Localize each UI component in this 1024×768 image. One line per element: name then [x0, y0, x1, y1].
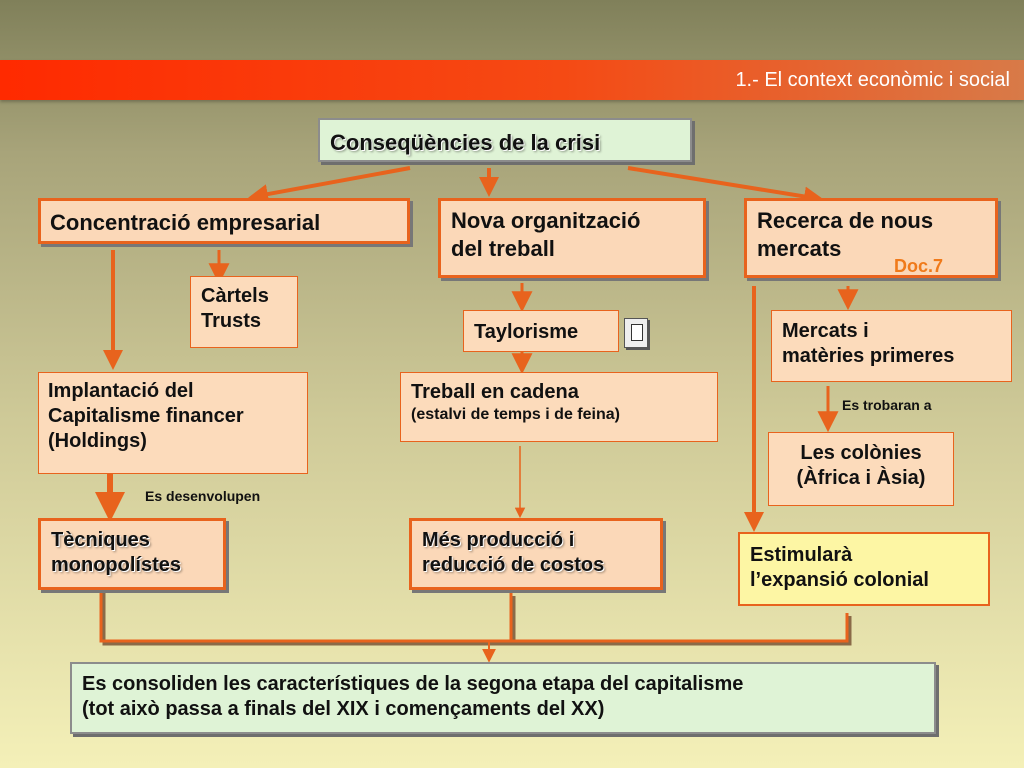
- cadena-line1: Treball en cadena: [411, 381, 579, 403]
- branch-recerca-line2: mercats: [757, 235, 842, 261]
- mercats-box: [771, 310, 1012, 382]
- expansio-line2: l’expansió colonial: [750, 569, 929, 591]
- mercats-line2: matèries primeres: [782, 345, 955, 367]
- cartels-line1: Càrtels: [201, 285, 269, 307]
- cartels-box: [190, 276, 298, 348]
- branch-recerca: [744, 198, 998, 278]
- expansio-line1: Estimularà: [750, 544, 853, 566]
- cadena-line2: (estalvi de temps i de feina): [411, 406, 620, 423]
- branch-organitzacio-line2: del treball: [451, 235, 555, 261]
- taylorisme-box: [463, 310, 619, 352]
- arrow-root-left: [252, 168, 410, 197]
- tecniques-line2: monopolístes: [51, 554, 182, 576]
- arrow-root-right: [628, 168, 820, 199]
- branch-recerca-line1: Recerca de nous: [757, 208, 934, 233]
- slide-title: 1.- El context econòmic i social: [735, 69, 1010, 91]
- cartels-line2: Trusts: [201, 310, 262, 332]
- es-desenvolupen-label: Es desenvolupen: [145, 488, 261, 504]
- root-label: Conseqüències de la crisi: [330, 130, 601, 155]
- branch-organitzacio: [438, 198, 706, 278]
- colonies-line2: (Àfrica i Àsia): [796, 467, 926, 489]
- root-box: [318, 118, 692, 162]
- es-trobaran-label: Es trobaran a: [842, 397, 932, 413]
- capitalisme-box: [38, 372, 308, 474]
- tecniques-line1: Tècniques: [51, 529, 150, 551]
- taylorisme-label: Taylorisme: [474, 321, 579, 343]
- produccio-box: [409, 518, 663, 590]
- merge-bracket: [101, 590, 847, 641]
- doc-7-link[interactable]: Doc.7: [894, 256, 944, 276]
- capitalisme-line2: Capitalisme financer: [48, 405, 244, 427]
- branch-concentracio: [38, 198, 410, 244]
- colonies-box: [768, 432, 954, 506]
- capitalisme-line3: (Holdings): [48, 430, 147, 452]
- produccio-line1: Més producció i: [422, 529, 575, 551]
- conclusion-line2: (tot això passa a finals del XIX i començaments del XX): [82, 698, 605, 720]
- conclusion-line1: Es consoliden les característiques de la segona etapa del capitalisme: [82, 673, 744, 695]
- branch-concentracio-label: Concentració empresarial: [50, 210, 321, 235]
- document-icon[interactable]: [624, 318, 648, 348]
- branch-organitzacio-line1: Nova organització: [451, 208, 641, 233]
- mercats-line1: Mercats i: [782, 320, 869, 342]
- expansio-box: [738, 532, 990, 606]
- capitalisme-line1: Implantació del: [48, 380, 194, 402]
- tecniques-box: [38, 518, 226, 590]
- cadena-box: [400, 372, 718, 442]
- produccio-line2: reducció de costos: [422, 554, 605, 576]
- conclusion-box: [70, 662, 936, 734]
- colonies-line1: Les colònies: [800, 442, 922, 464]
